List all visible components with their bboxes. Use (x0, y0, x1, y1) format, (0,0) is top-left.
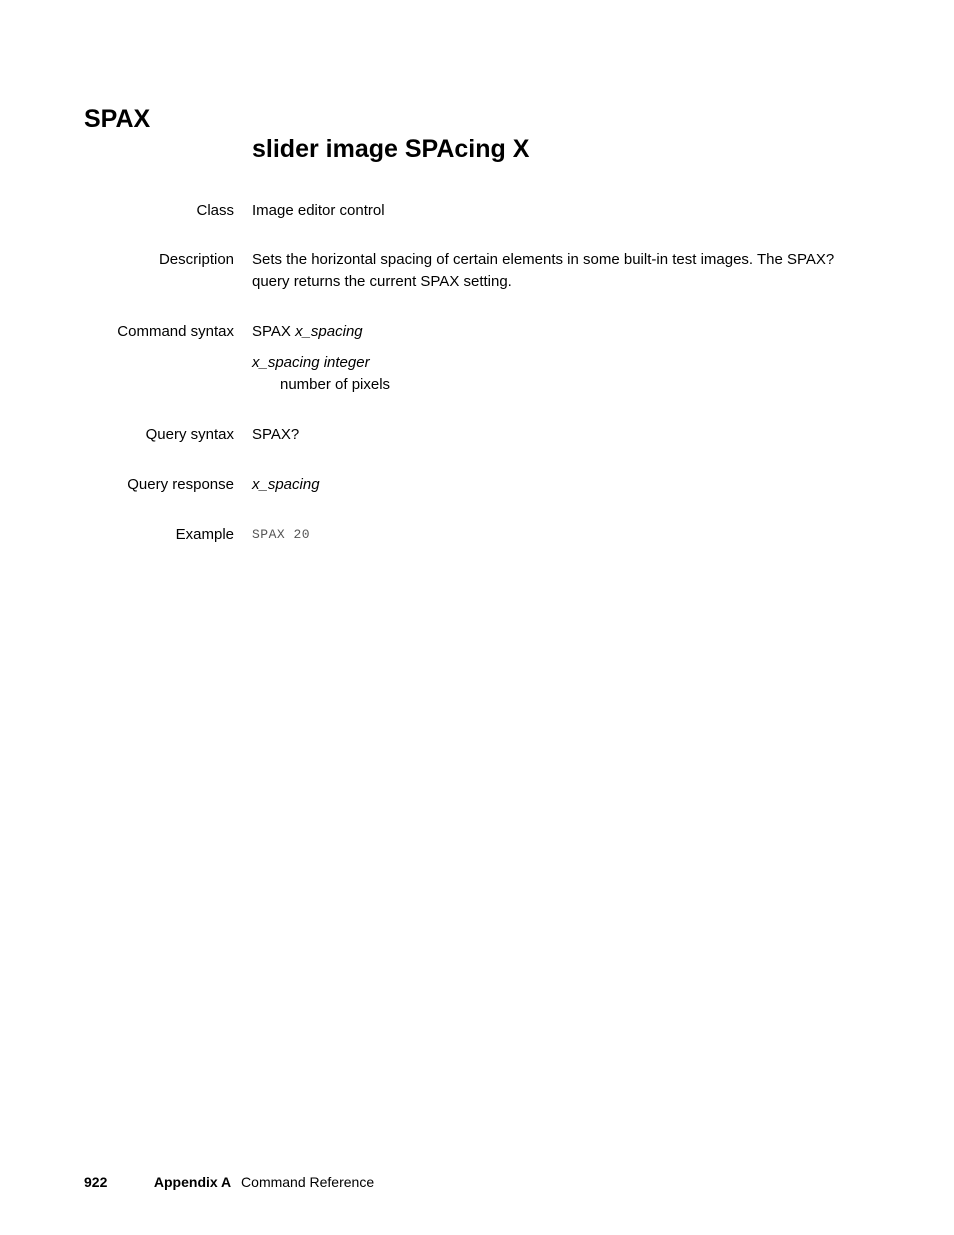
class-label: Class (196, 202, 234, 219)
description-line-2: query returns the current SPAX setting. (252, 273, 512, 290)
query-syntax-value: SPAX? (252, 426, 300, 443)
command-title: slider image SPAcing X (252, 135, 530, 163)
command-syntax-line (252, 321, 872, 343)
section-label: Command Reference (241, 1174, 375, 1190)
command-syntax-label: Command syntax (117, 323, 234, 340)
example-label: Example (175, 526, 234, 543)
page-number: 922 (84, 1174, 108, 1190)
description-line-1: Sets the horizontal spacing of certain elements in some built-in test images. The SPAX? (252, 251, 835, 268)
param-description: number of pixels (280, 376, 391, 393)
command-syntax-keyword: SPAX (252, 323, 291, 340)
example-code: SPAX 20 (252, 527, 311, 542)
page-footer (84, 1172, 374, 1192)
query-syntax-label: Query syntax (145, 426, 234, 443)
command-syntax-body (252, 321, 872, 396)
command-syntax-param: x_spacing (295, 323, 363, 340)
command-name: SPAX (84, 105, 151, 133)
param-type: x_spacing integer (252, 354, 370, 371)
description-label: Description (158, 251, 234, 268)
query-response-value: x_spacing (252, 476, 320, 493)
description-text (252, 249, 872, 293)
appendix-label: Appendix A (153, 1174, 232, 1190)
class-value: Image editor control (252, 202, 385, 219)
query-response-label: Query response (127, 476, 234, 493)
